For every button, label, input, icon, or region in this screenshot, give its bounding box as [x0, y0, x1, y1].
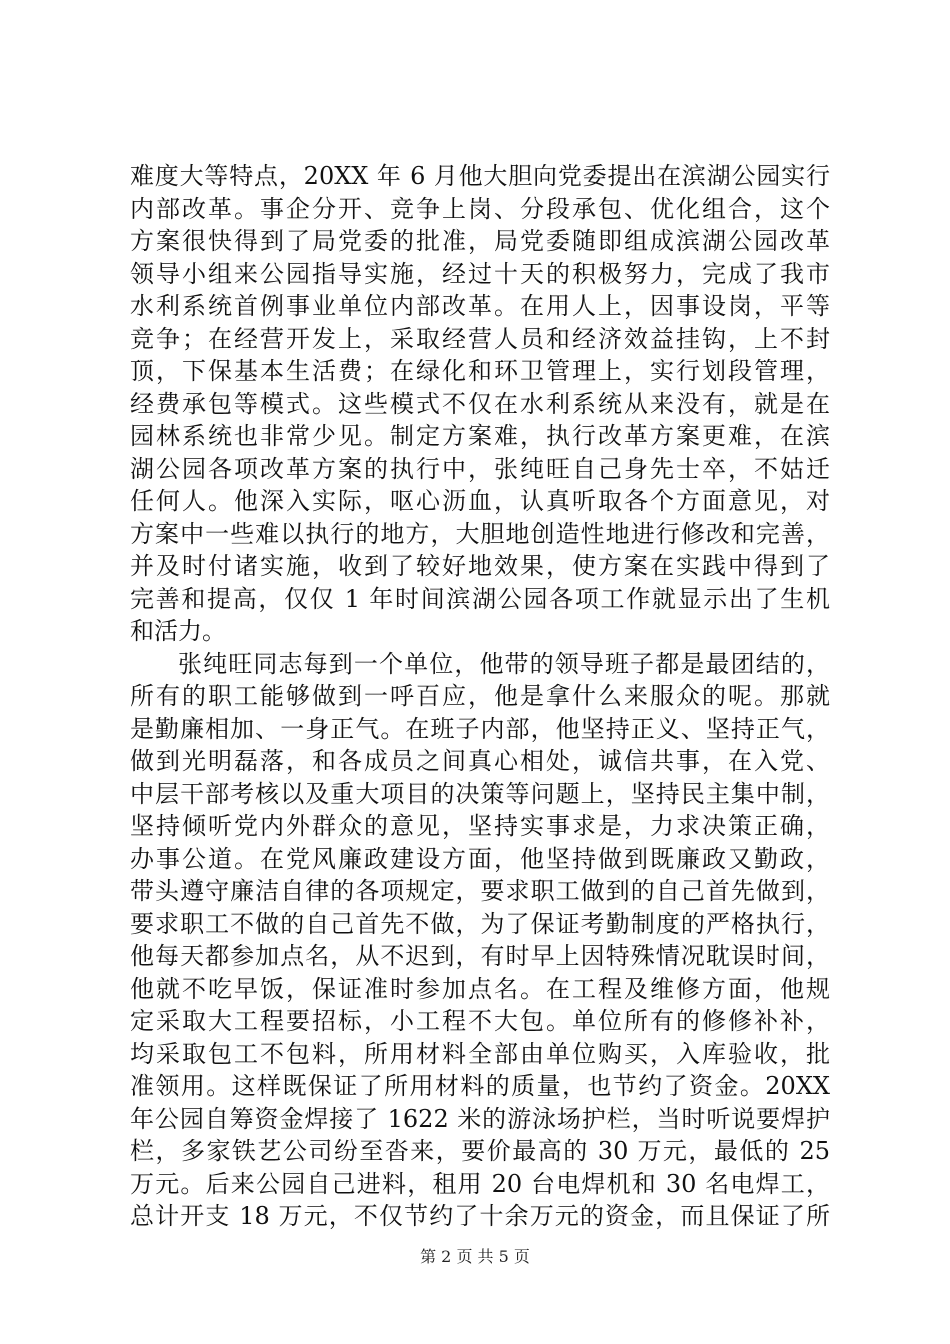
text-line: 园林系统也非常少见。制定方案难，执行改革方案更难，在滨 [130, 422, 830, 450]
text-line: 难度大等特点，20XX 年 6 月他大胆向党委提出在滨湖公园实行 [130, 162, 830, 190]
text-line: 领导小组来公园指导实施，经过十天的积极努力，完成了我市 [130, 259, 830, 288]
text-line: 水利系统首例事业单位内部改革。在用人上，因事设岗，平等 [130, 292, 830, 320]
text-line: 万元。后来公园自己进料，租用 20 台电焊机和 30 名电焊工， [130, 1169, 830, 1198]
text-line: 内部改革。事企分开、竞争上岗、分段承包、优化组合，这个 [130, 194, 830, 223]
text-line: 总计开支 18 万元，不仅节约了十余万元的资金，而且保证了所 [130, 1202, 830, 1230]
text-line: 定采取大工程要招标，小工程不大包。单位所有的修修补补， [130, 1007, 830, 1035]
text-line: 湖公园各项改革方案的执行中，张纯旺自己身先士卒，不姑迁 [130, 454, 830, 483]
text-line: 坚持倾听党内外群众的意见，坚持实事求是，力求决策正确， [130, 812, 830, 840]
text-line: 任何人。他深入实际，呕心沥血，认真听取各个方面意见，对 [130, 487, 830, 515]
text-line: 和活力。 [130, 617, 226, 645]
text-line: 完善和提高，仅仅 1 年时间滨湖公园各项工作就显示出了生机 [130, 584, 830, 613]
text-line: 均采取包工不包料，所用材料全部由单位购买，入库验收，批 [130, 1039, 830, 1068]
text-line: 张纯旺同志每到一个单位，他带的领导班子都是最团结的， [178, 649, 830, 678]
text-line: 要求职工不做的自己首先不做，为了保证考勤制度的严格执行， [130, 909, 830, 938]
text-line: 所有的职工能够做到一呼百应，他是拿什么来服众的呢。那就 [130, 682, 830, 710]
text-line: 并及时付诸实施，收到了较好地效果，使方案在实践中得到了 [130, 552, 830, 580]
body-text [130, 160, 830, 1233]
text-line: 方案中一些难以执行的地方，大胆地创造性地进行修改和完善， [130, 519, 830, 548]
text-line: 办事公道。在党风廉政建设方面，他坚持做到既廉政又勤政， [130, 844, 830, 873]
text-line: 带头遵守廉洁自律的各项规定，要求职工做到的自己首先做到， [130, 877, 830, 905]
page-number-footer: 第 2 页 共 5 页 [420, 1247, 530, 1266]
text-line: 做到光明磊落，和各成员之间真心相处，诚信共事，在入党、 [130, 747, 830, 775]
text-line: 中层干部考核以及重大项目的决策等问题上，坚持民主集中制， [130, 779, 830, 808]
text-line: 年公园自筹资金焊接了 1622 米的游泳场护栏，当时听说要焊护 [130, 1104, 830, 1133]
text-line: 方案很快得到了局党委的批准，局党委随即组成滨湖公园改革 [130, 227, 830, 255]
text-line: 竞争；在经营开发上，采取经营人员和经济效益挂钩，上不封 [130, 324, 830, 353]
text-line: 准领用。这样既保证了所用材料的质量，也节约了资金。20XX [130, 1072, 830, 1100]
text-line: 经费承包等模式。这些模式不仅在水利系统从来没有，就是在 [130, 389, 830, 418]
text-line: 顶，下保基本生活费；在绿化和环卫管理上，实行划段管理， [130, 357, 830, 385]
text-line: 他每天都参加点名，从不迟到，有时早上因特殊情况耽误时间， [130, 942, 830, 970]
text-line: 他就不吃早饭，保证准时参加点名。在工程及维修方面，他规 [130, 974, 830, 1003]
text-line: 栏，多家铁艺公司纷至沓来，要价最高的 30 万元，最低的 25 [130, 1137, 830, 1165]
text-line: 是勤廉相加、一身正气。在班子内部，他坚持正义、坚持正气， [130, 714, 830, 743]
